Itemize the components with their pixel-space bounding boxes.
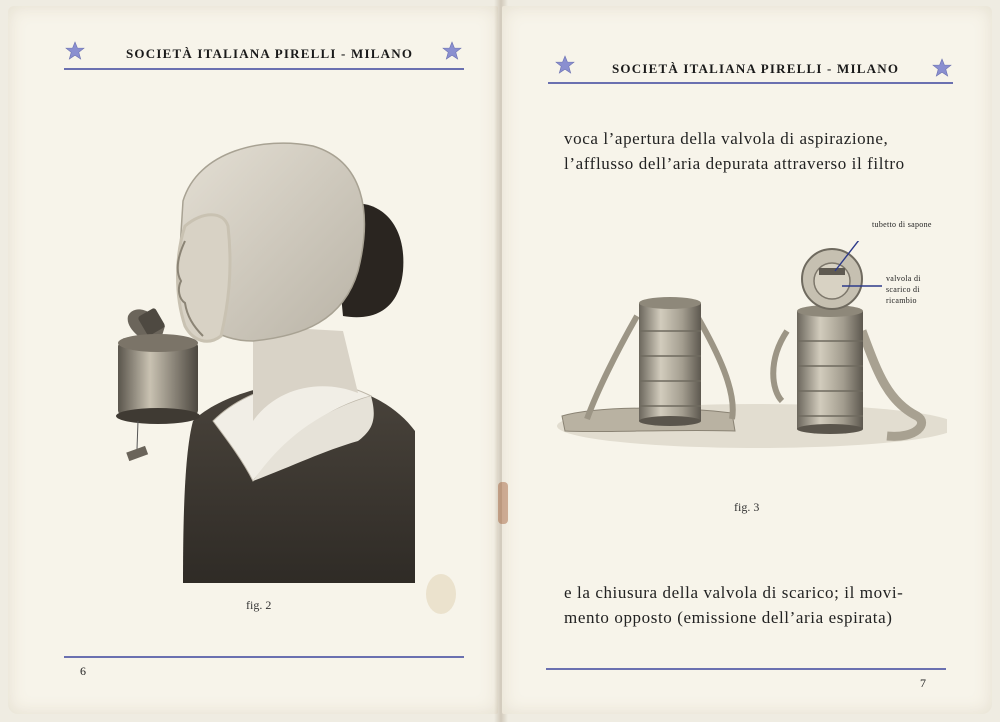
left-page: [8, 6, 498, 714]
footer-rule: [64, 656, 464, 658]
star-icon: [555, 55, 575, 75]
figure-caption: fig. 3: [734, 500, 760, 514]
footer-rule: [546, 668, 946, 670]
star-icon: [65, 41, 85, 61]
page-header: SOCIETÀ ITALIANA PIRELLI - MILANO: [126, 46, 414, 61]
star-icon: [442, 41, 462, 61]
header-rule: [64, 68, 464, 70]
body-text-line: e la chiusura della valvola di scarico; il movi-: [564, 583, 904, 602]
valve-label-line: scarico di: [886, 285, 920, 294]
body-text-line: voca l’apertura della valvola di aspirazione,: [564, 129, 889, 148]
valve-label-line: valvola di: [886, 274, 921, 283]
body-text-line: l’afflusso dell’aria depurata attraverso il filtro: [564, 154, 905, 173]
header-rule: [548, 82, 953, 84]
body-text-line: mento opposto (emissione dell’aria espirata): [564, 608, 893, 627]
page-number: 7: [920, 676, 926, 690]
star-icon: [932, 58, 952, 78]
page-header: SOCIETÀ ITALIANA PIRELLI - MILANO: [612, 61, 900, 76]
gas-mask-photo: [103, 131, 423, 586]
binding-stain: [498, 482, 508, 524]
canister-photo: [557, 241, 947, 451]
paper-stain: [426, 574, 456, 614]
right-page: [502, 6, 992, 714]
soap-tube-label: tubetto di sapone: [872, 220, 932, 229]
valve-label-line: ricambio: [886, 296, 917, 305]
figure-caption: fig. 2: [246, 598, 272, 612]
page-number: 6: [80, 664, 86, 678]
